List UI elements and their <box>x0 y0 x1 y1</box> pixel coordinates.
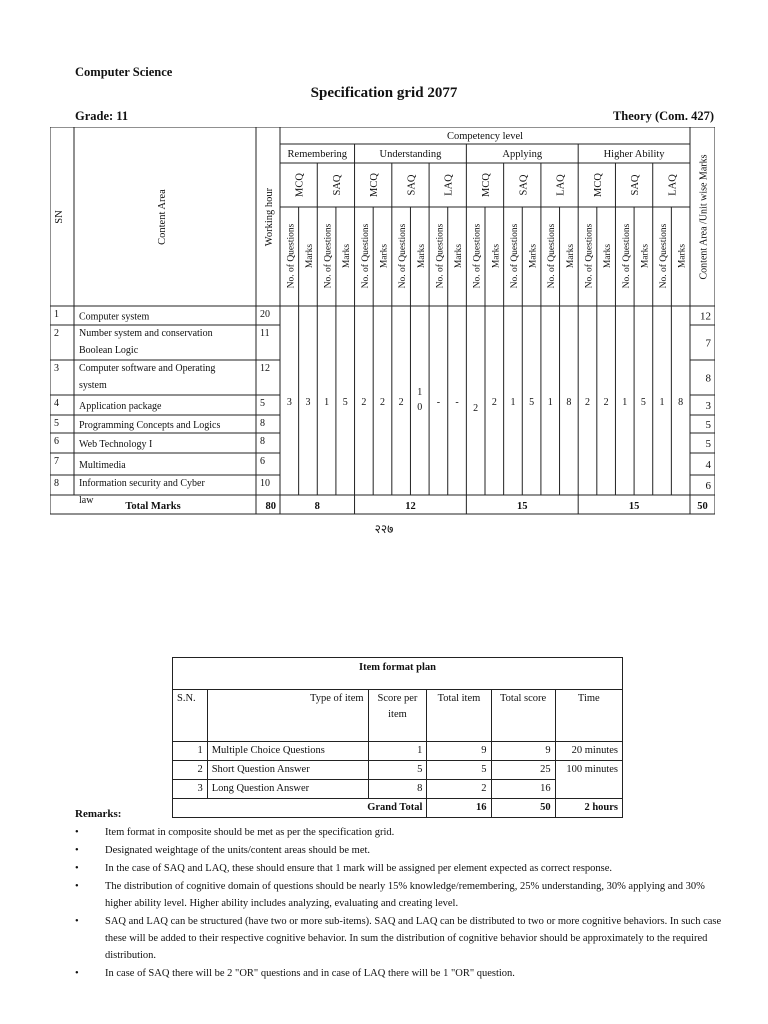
grid-value: 1 <box>324 397 330 408</box>
grand-total-score: 50 <box>491 799 555 818</box>
row-sn: 1 <box>54 309 59 320</box>
row-sn: 5 <box>54 418 59 429</box>
row-sn: 2 <box>54 328 59 339</box>
remark-text: In the case of SAQ and LAQ, these should ensure that 1 mark will be assigned per element expected as correct response. <box>105 863 613 874</box>
list-item <box>75 824 725 841</box>
grid-value: 1 <box>547 397 553 408</box>
group-total: 15 <box>628 501 640 512</box>
grade-label: Grade: 11 <box>75 109 129 123</box>
row-sn: 8 <box>54 478 59 489</box>
grid-value: - <box>436 397 441 408</box>
no-of-questions-label: No. of Questions <box>435 223 446 289</box>
bullet-icon: • <box>75 881 79 892</box>
item-type-label: SAQ <box>518 174 530 196</box>
row-content-area: Application package <box>79 401 162 412</box>
marks-label: Marks <box>603 243 614 269</box>
col-header-total-score: Total score <box>491 690 555 742</box>
row-type: Multiple Choice Questions <box>207 742 368 761</box>
row-unit-marks: 5 <box>705 419 711 431</box>
row-unit-marks: 5 <box>705 438 711 450</box>
row-working-hour: 6 <box>260 456 265 467</box>
row-sn: 3 <box>173 780 208 799</box>
row-unit-marks: 8 <box>705 372 711 385</box>
remarks-section <box>75 806 725 983</box>
competency-group-label: Remembering <box>287 149 348 160</box>
grid-value: 0 <box>417 402 423 413</box>
bullet-icon: • <box>75 916 79 927</box>
row-working-hour: 12 <box>260 363 270 374</box>
specification-grid <box>50 127 715 515</box>
grid-value: 5 <box>640 397 646 408</box>
row-working-hour: 20 <box>260 309 270 320</box>
col-header-unit-marks: Content Area /Unit wise Marks <box>698 154 710 280</box>
bullet-icon: • <box>75 845 79 856</box>
col-header-sn: S.N. <box>173 690 208 742</box>
group-total: 12 <box>405 501 416 512</box>
grand-total-time: 2 hours <box>555 799 622 818</box>
marks-label: Marks <box>454 243 465 269</box>
row-items: 5 <box>427 761 491 780</box>
item-type-label: MCQ <box>481 173 492 197</box>
item-format-caption: Item format plan <box>173 658 623 690</box>
remark-text: SAQ and LAQ can be structured (have two or more sub-items). SAQ and LAQ can be distributed to two or more cognitive behaviors. In such case these will be added to their respective cognitive behavior. In sum the distribution of cognitive behavior should be approximately to the required distribution. <box>105 916 722 961</box>
item-type-label: LAQ <box>555 174 567 196</box>
no-of-questions-label: No. of Questions <box>621 223 632 289</box>
col-header-total-item: Total item <box>427 690 491 742</box>
no-of-questions-label: No. of Questions <box>584 223 595 289</box>
col-header-content-area: Content Area <box>157 189 168 245</box>
item-type-label: MCQ <box>592 173 604 197</box>
col-header-sn: SN <box>54 210 65 224</box>
row-sn: 2 <box>173 761 208 780</box>
list-item <box>75 965 725 982</box>
grid-value: 1 <box>417 387 423 398</box>
grid-value: 5 <box>342 397 348 408</box>
theory-label: Theory (Com. 427) <box>612 109 714 123</box>
no-of-questions-label: No. of Questions <box>398 223 409 289</box>
group-total: 8 <box>314 501 320 512</box>
row-content-area: Number system and conservation <box>79 328 213 339</box>
marks-label: Marks <box>565 243 576 269</box>
row-working-hour: 11 <box>260 328 270 339</box>
row-unit-marks: 3 <box>705 400 711 412</box>
no-of-questions-label: No. of Questions <box>509 223 520 289</box>
table-row <box>173 761 623 780</box>
item-type-label: LAQ <box>443 174 455 196</box>
marks-label: Marks <box>304 243 315 269</box>
grid-value: 1 <box>659 397 665 408</box>
marks-label: Marks <box>677 243 688 269</box>
grid-value: 2 <box>380 397 385 408</box>
row-items: 2 <box>427 780 491 799</box>
row-sn: 7 <box>54 456 59 467</box>
grid-value: 2 <box>361 397 367 408</box>
item-type-label: LAQ <box>667 174 679 196</box>
competency-group-label: Higher Ability <box>603 149 665 160</box>
row-working-hour: 10 <box>260 478 270 489</box>
row-unit-marks: 7 <box>705 337 711 350</box>
marks-label: Marks <box>416 243 427 269</box>
grid-value: 3 <box>305 397 311 408</box>
row-sn: 1 <box>173 742 208 761</box>
group-total: 15 <box>517 501 528 512</box>
list-item <box>75 860 725 877</box>
item-type-label: SAQ <box>406 174 418 196</box>
remark-text: Designated weightage of the units/content areas should be met. <box>105 845 371 856</box>
marks-label: Marks <box>342 243 353 269</box>
marks-label: Marks <box>379 243 390 269</box>
grid-grand-total: 50 <box>697 501 708 512</box>
row-unit-marks: 4 <box>705 459 711 471</box>
subject-title: Computer Science <box>75 65 173 79</box>
grid-value: 2 <box>491 397 497 408</box>
grand-total-label: Grand Total <box>173 799 427 818</box>
row-content-area: system <box>79 380 107 391</box>
col-header-score: Score per item <box>368 690 427 742</box>
row-unit-marks: 6 <box>705 480 711 492</box>
competency-group-label: Applying <box>502 149 543 160</box>
row-score: 1 <box>368 742 427 761</box>
col-header-working-hour: Working hour <box>264 187 275 247</box>
item-type-label: MCQ <box>369 173 381 197</box>
row-sn: 4 <box>54 398 59 409</box>
row-items: 9 <box>427 742 491 761</box>
row-type: Short Question Answer <box>207 761 368 780</box>
total-working-hour: 80 <box>265 501 276 512</box>
marks-label: Marks <box>528 243 539 269</box>
row-content-area: Computer system <box>79 311 150 323</box>
grid-value: 5 <box>529 397 535 408</box>
remarks-title: Remarks: <box>75 808 122 820</box>
no-of-questions-label: No. of Questions <box>323 223 334 289</box>
item-type-label: MCQ <box>294 173 306 197</box>
list-item <box>75 913 725 964</box>
competency-group-label: Understanding <box>379 149 442 160</box>
row-type: Long Question Answer <box>207 780 368 799</box>
remark-text: Item format in composite should be met as per the specification grid. <box>105 827 395 838</box>
grid-value: 2 <box>473 403 479 414</box>
page-number: २२७ <box>374 522 394 536</box>
no-of-questions-label: No. of Questions <box>472 223 483 289</box>
row-content-area: Web Technology I <box>79 439 153 450</box>
row-content-area: Programming Concepts and Logics <box>79 420 221 431</box>
bullet-icon: • <box>75 827 79 838</box>
grid-value: 2 <box>398 397 404 408</box>
remarks-list <box>75 824 725 982</box>
row-time: 20 minutes <box>555 742 622 761</box>
remark-text: The distribution of cognitive domain of questions should be nearly 15% knowledge/remembering, 25% understanding, 30% applying and 30% higher ability level. Higher ability includes analyzing, evaluating and creating level. <box>105 881 705 909</box>
table-row <box>173 742 623 761</box>
remark-text: In case of SAQ there will be 2 "OR" questions and in case of LAQ there will be 1 "OR" question. <box>105 968 515 979</box>
grand-total-items: 16 <box>427 799 491 818</box>
marks-label: Marks <box>640 243 651 269</box>
bullet-icon: • <box>75 968 79 979</box>
grid-value: 8 <box>678 397 684 408</box>
item-format-table <box>172 657 623 818</box>
row-working-hour: 8 <box>260 436 265 447</box>
row-total: 16 <box>491 780 555 799</box>
row-score: 8 <box>368 780 427 799</box>
competency-level-label: Competency level <box>446 131 524 142</box>
page-title: Specification grid 2077 <box>310 85 458 101</box>
row-working-hour: 8 <box>260 418 265 429</box>
row-sn: 6 <box>54 436 59 447</box>
row-content-area: Computer software and Operating <box>79 363 216 374</box>
grid-value: 3 <box>286 397 292 408</box>
grid-value: 1 <box>622 397 628 408</box>
table-row <box>173 780 623 799</box>
list-item <box>75 842 725 859</box>
row-content-area: law <box>79 495 94 506</box>
no-of-questions-label: No. of Questions <box>360 223 371 289</box>
row-sn: 3 <box>54 363 59 374</box>
grid-value: 1 <box>510 397 516 408</box>
row-total: 25 <box>491 761 555 780</box>
row-time: 100 minutes <box>555 761 622 799</box>
grid-value: 2 <box>603 397 609 408</box>
row-content-area: Information security and Cyber <box>79 478 205 489</box>
list-item <box>75 878 725 912</box>
grid-value: - <box>455 397 459 408</box>
grid-value: 8 <box>566 397 572 408</box>
item-type-label: SAQ <box>331 174 343 196</box>
marks-label: Marks <box>491 243 502 269</box>
row-unit-marks: 12 <box>700 310 711 323</box>
row-content-area: Boolean Logic <box>79 345 139 356</box>
no-of-questions-label: No. of Questions <box>659 223 670 289</box>
row-score: 5 <box>368 761 427 780</box>
col-header-type: Type of item <box>207 690 368 742</box>
row-content-area: Multimedia <box>79 460 126 471</box>
total-marks-label: Total Marks <box>125 501 181 512</box>
row-working-hour: 5 <box>260 398 265 409</box>
grid-value: 2 <box>585 397 590 408</box>
bullet-icon: • <box>75 863 79 874</box>
row-total: 9 <box>491 742 555 761</box>
col-header-time: Time <box>555 690 622 742</box>
no-of-questions-label: No. of Questions <box>547 223 558 289</box>
no-of-questions-label: No. of Questions <box>286 223 297 289</box>
item-type-label: SAQ <box>630 174 642 196</box>
